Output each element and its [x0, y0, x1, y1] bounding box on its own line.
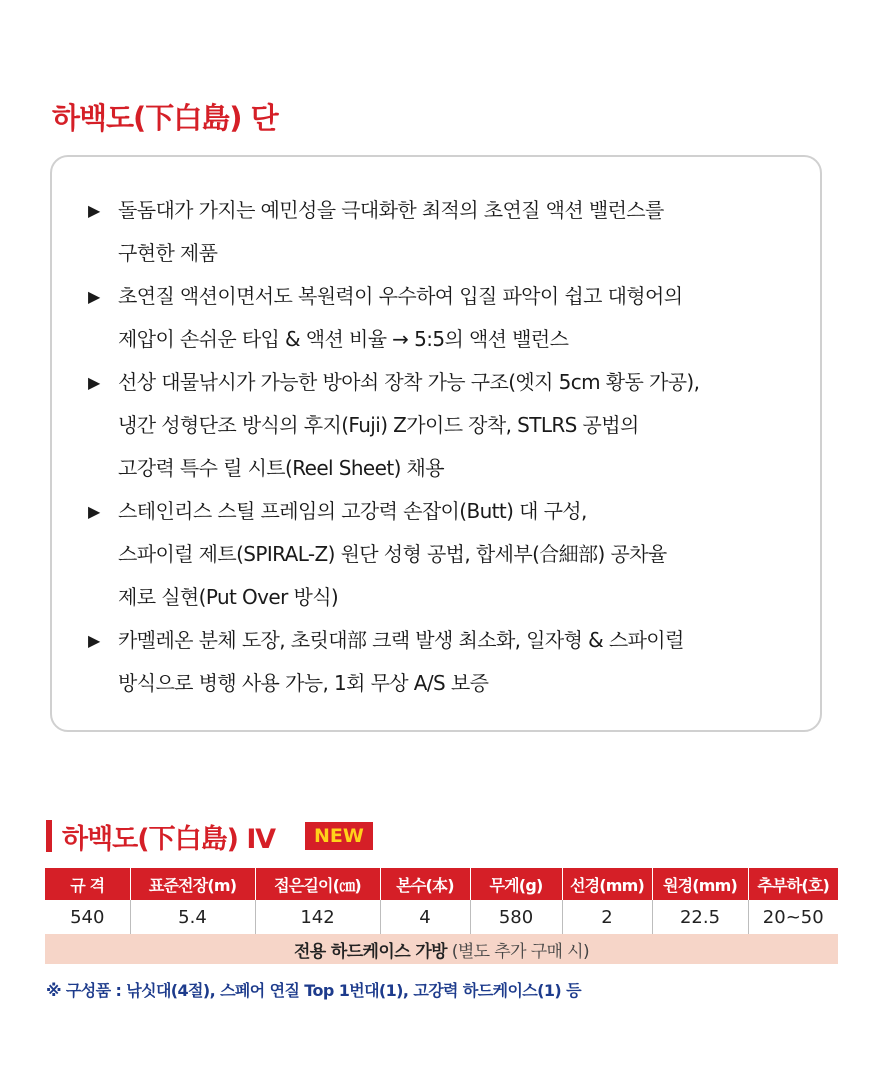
header-butt-diameter: 원경(mm) [652, 868, 748, 900]
feature-item [88, 275, 800, 361]
new-badge: NEW [305, 822, 373, 850]
value-butt-diameter: 22.5 [652, 900, 748, 934]
header-folded-length: 접은길이(㎝) [255, 868, 380, 900]
spec-value-row [45, 900, 838, 934]
product-title: 하백도(下白島) Ⅳ [62, 823, 275, 855]
header-size: 규 격 [45, 868, 130, 900]
hard-case-row [45, 934, 838, 964]
feature-line: 제압이 손쉬운 타입 & 액션 비율 → 5:5의 액션 밸런스 [118, 327, 569, 351]
feature-line: 제로 실현(Put Over 방식) [118, 585, 339, 609]
header-length: 표준전장(m) [130, 868, 255, 900]
feature-line: 고강력 특수 릴 시트(Reel Sheet) 채용 [118, 456, 444, 480]
feature-line: 돌돔대가 가지는 예민성을 극대화한 최적의 초연질 액션 밸런스를 [118, 198, 664, 222]
spec-header-row [45, 868, 838, 900]
value-length: 5.4 [130, 900, 255, 934]
feature-line: 카멜레온 분체 도장, 초릿대部 크랙 발생 최소화, 일자형 & 스파이럴 [118, 628, 684, 652]
feature-box [50, 155, 822, 732]
product-heading [46, 818, 373, 854]
spec-table [45, 868, 838, 964]
triangle-right-icon: ▶ [88, 373, 100, 392]
components-note: ※ 구성품 : 낚싯대(4절), 스페어 연질 Top 1번대(1), 고강력 하드케이스(1) 등 [46, 981, 581, 1000]
hard-case-cell [45, 934, 838, 964]
header-sinker-load: 추부하(호) [748, 868, 838, 900]
heading-accent-bar [46, 820, 52, 852]
feature-line: 냉간 성형단조 방식의 후지(Fuji) Z가이드 장착, STLRS 공법의 [118, 413, 639, 437]
value-folded-length: 142 [255, 900, 380, 934]
header-sections: 본수(本) [380, 868, 470, 900]
value-tip-diameter: 2 [562, 900, 652, 934]
value-sections: 4 [380, 900, 470, 934]
hard-case-note: (별도 추가 구매 시) [447, 941, 590, 962]
triangle-right-icon: ▶ [88, 631, 100, 650]
feature-list [88, 189, 800, 705]
hard-case-label: 전용 하드케이스 가방 [293, 941, 447, 962]
feature-line: 스테인리스 스틸 프레임의 고강력 손잡이(Butt) 대 구성, [118, 499, 587, 523]
header-tip-diameter: 선경(mm) [562, 868, 652, 900]
value-size: 540 [45, 900, 130, 934]
section-title-habaekdo-dan: 하백도(下白島) 단 [52, 101, 278, 135]
header-weight: 무게(g) [470, 868, 562, 900]
feature-line: 스파이럴 제트(SPIRAL-Z) 원단 성형 공법, 합세부(合細部) 공차율 [118, 542, 667, 566]
triangle-right-icon: ▶ [88, 502, 100, 521]
value-weight: 580 [470, 900, 562, 934]
triangle-right-icon: ▶ [88, 287, 100, 306]
feature-line: 방식으로 병행 사용 가능, 1회 무상 A/S 보증 [118, 671, 489, 695]
triangle-right-icon: ▶ [88, 201, 100, 220]
feature-item [88, 361, 800, 490]
feature-line: 선상 대물낚시가 가능한 방아쇠 장착 가능 구조(엣지 5cm 황동 가공), [118, 370, 700, 394]
feature-item [88, 619, 800, 705]
feature-line: 초연질 액션이면서도 복원력이 우수하여 입질 파악이 쉽고 대형어의 [118, 284, 683, 308]
feature-line: 구현한 제품 [118, 241, 218, 265]
feature-item [88, 189, 800, 275]
value-sinker-load: 20~50 [748, 900, 838, 934]
feature-item [88, 490, 800, 619]
